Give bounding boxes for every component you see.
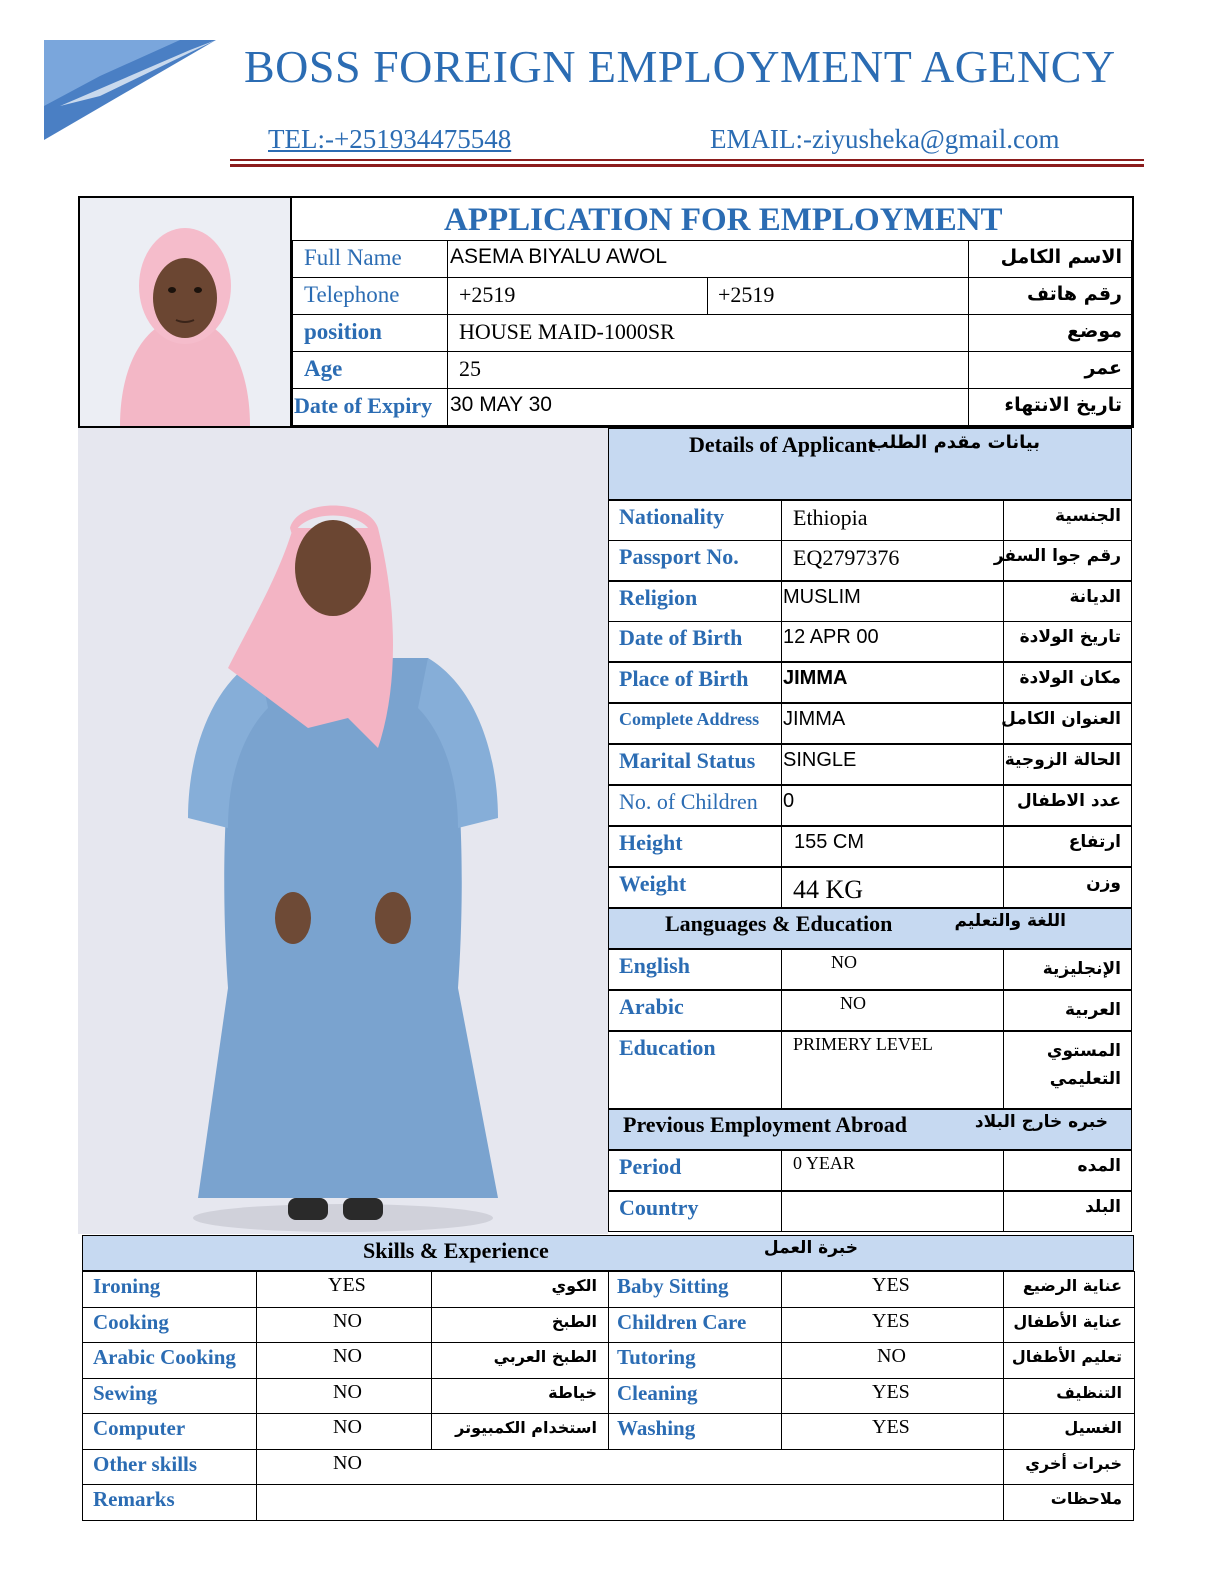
detail-label: Complete Address [619,709,760,729]
remarks-value-cell [256,1484,1004,1521]
detail-label: Weight [619,871,687,896]
previous-title-arabic: خبره خارج البلاد [974,1112,1108,1132]
detail-label: Place of Birth [619,666,749,691]
field-value: ASEMA BIYALU AWOL [450,245,668,268]
field-label-arabic: عمر [1084,357,1122,379]
languages-title-arabic: اللغة والتعليم [954,911,1066,931]
applicant-headshot [80,198,290,426]
field-value-cell [447,351,969,389]
languages-title: Languages & Education [665,911,893,936]
language-label-arabic: الإنجليزية [1042,959,1121,979]
detail-value-cell [781,785,1004,826]
detail-value: 155 CM [794,831,865,853]
field-label: Telephone [304,282,400,307]
divider [707,277,708,315]
skill-label-arabic: خياطة [548,1382,597,1402]
detail-label-arabic: عدد الاطفال [1017,791,1121,811]
skills-header [82,1235,1134,1271]
previous-title: Previous Employment Abroad [623,1112,907,1137]
language-label-arabic: العربية [1064,1000,1121,1020]
detail-label: Height [619,830,683,855]
detail-value: Ethiopia [793,505,868,530]
detail-label-arabic: رقم جوا السفر [993,546,1121,566]
language-value: PRIMERY LEVEL [793,1034,933,1054]
skill-value: YES [328,1274,366,1296]
previous-label: Country [619,1195,699,1220]
remarks-label: Remarks [93,1487,175,1511]
skill-value: NO [333,1345,362,1367]
skill-label: Arabic Cooking [93,1345,236,1369]
field-value: +2519 [459,282,516,307]
previous-label-arabic: البلد [1085,1197,1121,1217]
field-value: 30 MAY 30 [450,393,552,416]
detail-value: SINGLE [783,749,857,771]
header-rule [230,159,1144,161]
skill-label: Tutoring [617,1345,696,1369]
field-value: HOUSE MAID-1000SR [459,319,675,344]
language-label: Education [619,1035,716,1060]
field-label: Date of Expiry [294,393,433,418]
detail-label-arabic: الحالة الزوجية [1004,750,1121,770]
field-value-secondary: +2519 [718,282,775,307]
detail-label: Passport No. [619,544,739,569]
detail-value: EQ2797376 [793,545,900,570]
detail-value: 44 KG [793,875,864,904]
detail-label-arabic: وزن [1086,873,1121,893]
detail-label: No. of Children [619,789,758,814]
language-label-arabic: المستوي التعليمي [1046,1041,1121,1089]
skills-title: Skills & Experience [363,1238,549,1263]
skill-label: Ironing [93,1274,161,1298]
other-skills-label-arabic: خبرات أخري [1025,1453,1122,1473]
detail-label-arabic: الجنسية [1055,506,1121,526]
skill-value: YES [872,1416,910,1438]
skill-label-arabic: الغسيل [1064,1418,1122,1437]
agency-email: EMAIL:-ziyusheka@gmail.com [710,124,1060,154]
field-label-arabic: تاريخ الانتهاء [1004,394,1122,416]
previous-value-cell [781,1191,1004,1232]
agency-logo [40,36,220,144]
previous-label-arabic: المده [1077,1156,1121,1176]
detail-value: 12 APR 00 [783,626,879,648]
detail-value: 0 [783,790,795,812]
detail-label-arabic: تاريخ الولادة [1019,627,1121,647]
other-skills-value-cell [256,1449,1004,1486]
language-label: Arabic [619,994,684,1019]
skill-label-arabic: الكوي [551,1276,597,1295]
skill-value: YES [872,1274,910,1296]
skill-label: Washing [617,1416,696,1440]
details-title: Details of Applicant [689,432,875,457]
field-label: position [304,319,382,344]
skill-label: Cleaning [617,1380,698,1405]
language-value-cell [781,990,1004,1031]
field-value: 25 [459,356,481,381]
detail-label-arabic: مكان الولادة [1019,668,1121,688]
field-value-cell [447,277,969,315]
field-label-arabic: رقم هاتف [1027,283,1122,305]
detail-value: MUSLIM [783,586,861,608]
skill-label: Sewing [93,1380,158,1405]
detail-label-arabic: العنوان الكامل [1001,709,1121,729]
applicant-full-photo [78,428,608,1234]
skill-value: NO [333,1380,362,1403]
skill-label: Children Care [617,1309,747,1334]
language-value: NO [831,952,857,972]
agency-phone-link[interactable]: TEL:-+251934475548 [268,124,512,154]
previous-value: 0 YEAR [793,1153,855,1173]
detail-value: JIMMA [783,667,848,689]
detail-label-arabic: ارتفاع [1068,832,1121,852]
skill-label: Computer [93,1416,186,1440]
skill-label-arabic: عناية الأطفال [1013,1311,1122,1331]
skill-value: NO [333,1309,362,1332]
language-label: English [619,953,690,978]
skill-value: NO [333,1416,362,1438]
detail-label: Marital Status [619,748,756,773]
detail-label: Nationality [619,504,725,529]
remarks-label-arabic: ملاحظات [1050,1489,1122,1508]
detail-label-arabic: الديانة [1069,587,1121,607]
skill-label: Baby Sitting [617,1274,729,1298]
previous-label: Period [619,1154,682,1179]
skills-title-arabic: خبرة العمل [763,1238,858,1258]
other-skills-label: Other skills [93,1451,198,1476]
skill-label-arabic: عناية الرضيع [1022,1276,1122,1295]
field-label-arabic: الاسم الكامل [1000,246,1122,268]
skill-label-arabic: الطبخ العربي [493,1347,597,1366]
language-value-cell [781,949,1004,990]
skill-value: NO [877,1345,906,1367]
field-label: Full Name [304,245,402,270]
detail-value: JIMMA [783,708,846,730]
skill-value: YES [872,1380,910,1403]
skill-label-arabic: تعليم الأطفال [1011,1347,1122,1366]
form-title: APPLICATION FOR EMPLOYMENT [444,202,1003,238]
agency-name: BOSS FOREIGN EMPLOYMENT AGENCY [244,41,1116,92]
language-value: NO [840,993,866,1013]
skill-label-arabic: التنظيف [1056,1382,1122,1402]
field-label: Age [304,356,343,381]
field-label-arabic: موضع [1066,320,1122,342]
skill-label-arabic: الطبخ [551,1311,597,1331]
detail-label: Date of Birth [619,625,743,650]
detail-label: Religion [619,585,698,610]
skill-value: YES [872,1309,910,1332]
details-title-arabic: بيانات مقدم الطلب [870,432,1040,453]
header-rule-thick [230,164,1144,167]
skill-label-arabic: استخدام الكمبيوتر [455,1418,597,1437]
other-skills-value: NO [333,1451,362,1474]
skill-label: Cooking [93,1309,169,1334]
